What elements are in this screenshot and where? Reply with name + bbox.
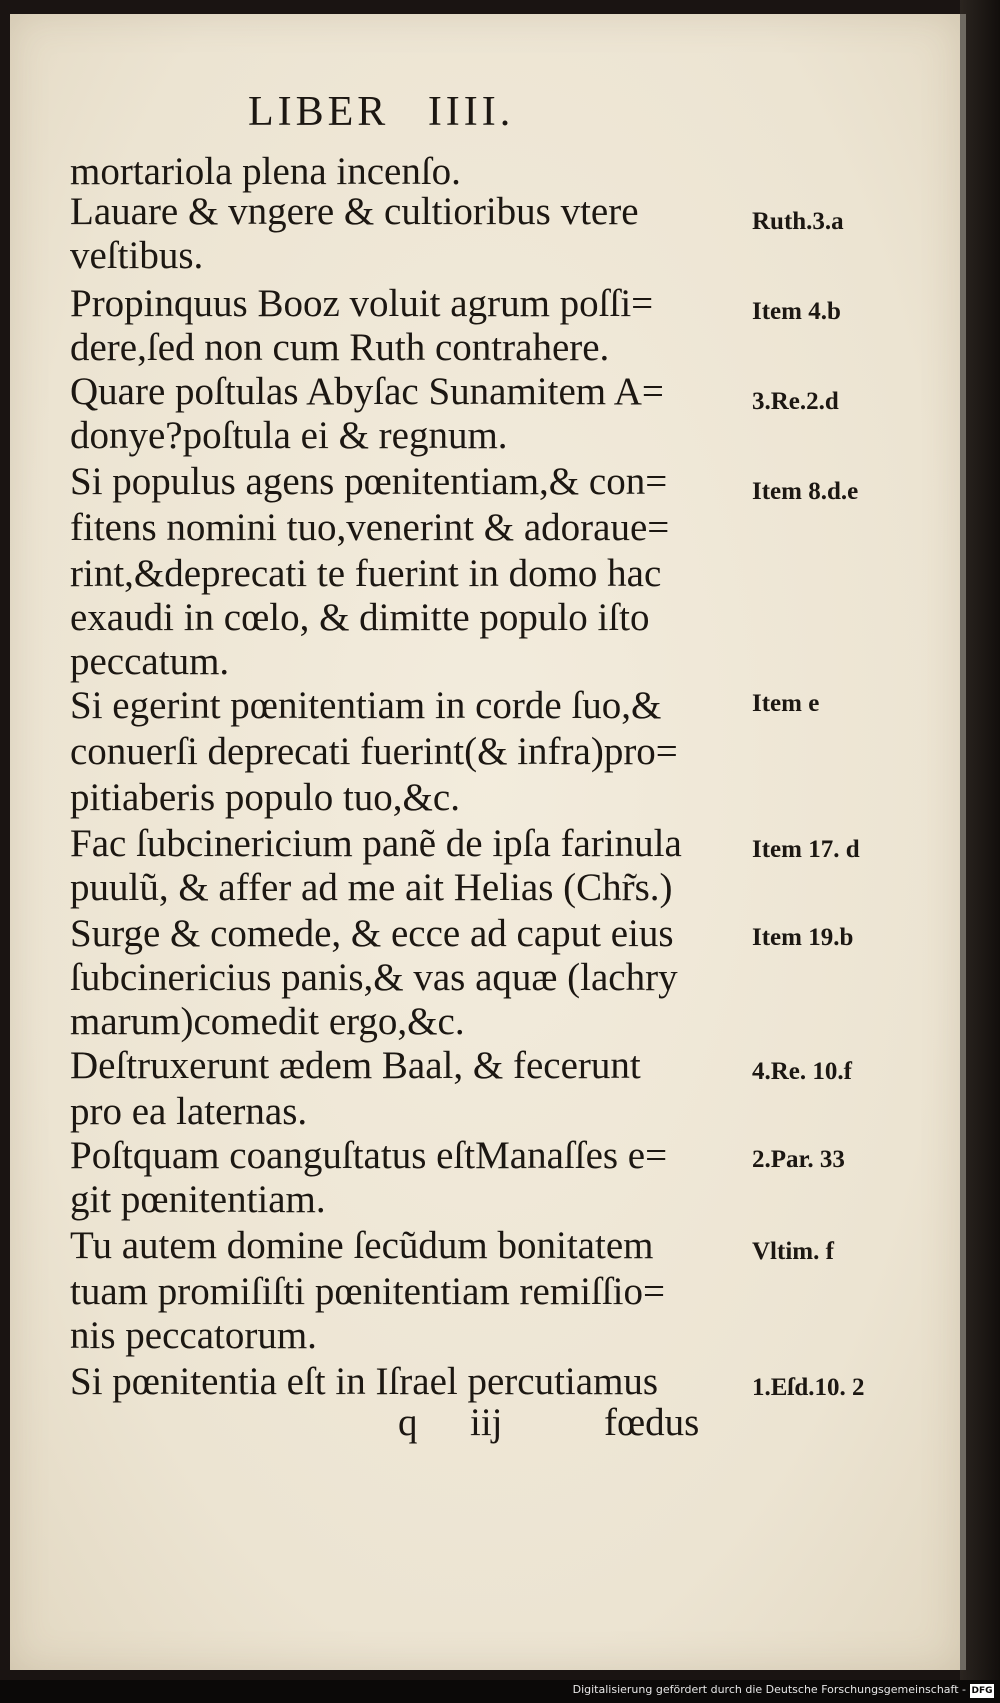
text-line: Si populus agens pœnitentiam,& con= bbox=[70, 460, 668, 503]
text-line: veſtibus. bbox=[70, 234, 204, 277]
margin-note: 4.Re. 10.f bbox=[752, 1058, 852, 1085]
digitization-credit: Digitalisierung gefördert durch die Deutsche Forschungsgemeinschaft - bbox=[572, 1683, 966, 1696]
signature-mark: q bbox=[398, 1401, 418, 1444]
margin-note: Item 8.d.e bbox=[752, 478, 859, 505]
text-line: exaudi in cœlo, & dimitte populo iſto bbox=[70, 596, 650, 639]
margin-note: 3.Re.2.d bbox=[752, 388, 839, 415]
text-line: mortariola plena incenſo. bbox=[70, 150, 461, 193]
margin-note: 2.Par. 33 bbox=[752, 1146, 845, 1173]
credit-bar bbox=[0, 1680, 1000, 1703]
text-line: Quare poſtulas Abyſac Sunamitem A= bbox=[70, 370, 664, 413]
text-line: Fac ſubcinericium panẽ de ipſa farinula bbox=[70, 822, 682, 865]
text-line: peccatum. bbox=[70, 640, 230, 683]
text-line: fitens nomini tuo,venerint & adoraue= bbox=[70, 506, 670, 549]
text-line: Si pœnitentia eſt in Iſrael percutiamus bbox=[70, 1360, 659, 1403]
margin-note: Item 19.b bbox=[752, 924, 854, 951]
text-line: rint,&deprecati te fuerint in domo hac bbox=[70, 552, 662, 595]
text-line: dere,ſed non cum Ruth contrahere. bbox=[70, 326, 610, 369]
margin-note: Item 17. d bbox=[752, 836, 860, 863]
text-line: Surge & comede, & ecce ad caput eius bbox=[70, 912, 674, 955]
margin-note: Item e bbox=[752, 690, 820, 717]
text-line: Lauare & vngere & cultioribus vtere bbox=[70, 190, 639, 233]
text-line: Propinquus Booz voluit agrum poſſi= bbox=[70, 282, 654, 325]
text-line: donye?poſtula ei & regnum. bbox=[70, 414, 508, 457]
signature-number: iij bbox=[470, 1401, 503, 1444]
text-line: Tu autem domine ſecũdum bonitatem bbox=[70, 1224, 654, 1267]
margin-note: 1.Eſd.10. 2 bbox=[752, 1374, 865, 1401]
text-line: puulũ, & affer ad me ait Helias (Chr̃s.) bbox=[70, 866, 673, 909]
text-line: nis peccatorum. bbox=[70, 1314, 317, 1357]
text-line: pro ea laternas. bbox=[70, 1090, 308, 1133]
running-head: LIBER IIII. bbox=[248, 89, 515, 135]
text-line: marum)comedit ergo,&c. bbox=[70, 1000, 465, 1043]
catchword: fœdus bbox=[604, 1401, 700, 1444]
text-line: git pœnitentiam. bbox=[70, 1178, 326, 1221]
text-line: Deſtruxerunt ædem Baal, & fecerunt bbox=[70, 1044, 641, 1087]
page-edge bbox=[960, 0, 1000, 1680]
text-line: conuerſi deprecati fuerint(& infra)pro= bbox=[70, 730, 678, 773]
text-line: ſubcinericius panis,& vas aquæ (lachry bbox=[70, 956, 678, 999]
margin-note: Item 4.b bbox=[752, 298, 841, 325]
dfg-logo: DFG bbox=[971, 1686, 993, 1696]
text-line: tuam promiſiſti pœnitentiam remiſſio= bbox=[70, 1270, 665, 1313]
text-line: Si egerint pœnitentiam in corde ſuo,& bbox=[70, 684, 662, 727]
margin-note: Ruth.3.a bbox=[752, 208, 844, 235]
text-line: Poſtquam coanguſtatus eſtManaſſes e= bbox=[70, 1134, 668, 1177]
margin-note: Vltim. f bbox=[752, 1238, 834, 1265]
text-line: pitiaberis populo tuo,&c. bbox=[70, 776, 460, 819]
